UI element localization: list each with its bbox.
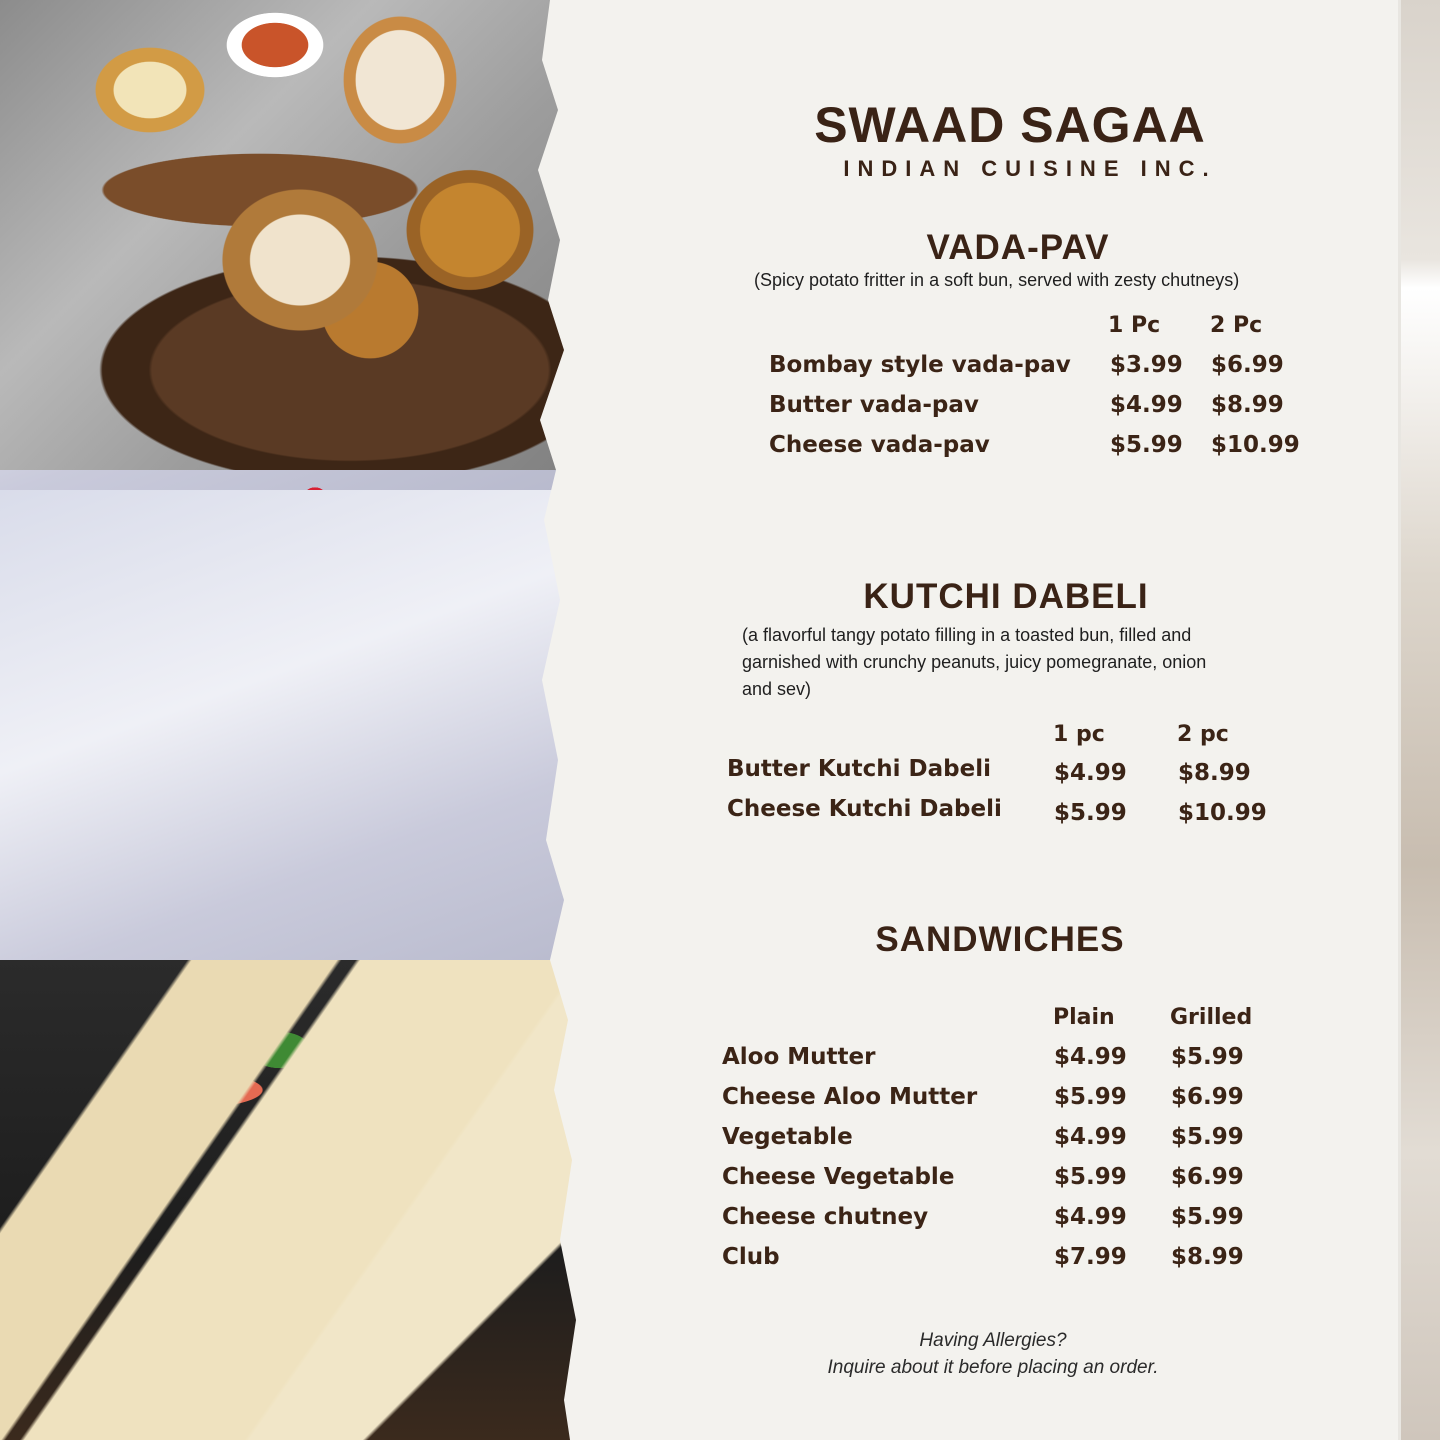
column-header-grilled: Grilled	[1170, 1005, 1253, 1030]
price-1pc: $4.99	[1054, 760, 1127, 786]
price-plain: $4.99	[1054, 1124, 1127, 1150]
column-header-2pc: 2 Pc	[1210, 313, 1263, 338]
item-name: Butter Kutchi Dabeli	[727, 756, 991, 782]
item-name: Vegetable	[722, 1124, 853, 1150]
price-grilled: $5.99	[1171, 1044, 1244, 1070]
price-grilled: $5.99	[1171, 1204, 1244, 1230]
price-grilled: $6.99	[1171, 1164, 1244, 1190]
item-name: Club	[722, 1244, 780, 1270]
right-edge-photo-strip	[1398, 0, 1440, 1440]
section-description-vada-pav: (Spicy potato fritter in a soft bun, served with zesty chutneys)	[754, 270, 1240, 290]
section-title-sandwiches: SANDWICHES	[875, 920, 1125, 959]
section-title-kutchi-dabeli: KUTCHI DABELI	[863, 577, 1149, 616]
price-plain: $7.99	[1054, 1244, 1127, 1270]
price-grilled: $5.99	[1171, 1124, 1244, 1150]
item-name: Cheese chutney	[722, 1204, 929, 1230]
price-1pc: $5.99	[1054, 800, 1127, 826]
price-plain: $4.99	[1054, 1204, 1127, 1230]
description-line: garnished with crunchy peanuts, juicy pomegranate, onion	[742, 652, 1207, 672]
allergy-note-line1: Having Allergies?	[919, 1330, 1067, 1351]
strip-divider	[1398, 0, 1401, 1440]
vada-pav-photo	[0, 0, 600, 470]
item-name: Cheese Kutchi Dabeli	[727, 796, 1002, 822]
column-header-2pc: 2 pc	[1177, 722, 1229, 747]
section-title-vada-pav: VADA-PAV	[926, 228, 1110, 267]
price-1pc: $4.99	[1110, 392, 1183, 418]
column-header-1pc: 1 Pc	[1108, 313, 1161, 338]
item-name: Cheese vada-pav	[769, 432, 990, 458]
item-name: Aloo Mutter	[722, 1044, 876, 1070]
photo-column	[0, 0, 600, 1440]
price-plain: $5.99	[1054, 1084, 1127, 1110]
price-2pc: $10.99	[1178, 800, 1267, 826]
price-plain: $5.99	[1054, 1164, 1127, 1190]
allergy-note	[760, 1327, 1226, 1381]
brand-subtitle: INDIAN CUISINE INC.	[843, 156, 1217, 181]
torn-paper-edge	[520, 0, 610, 1440]
price-2pc: $10.99	[1211, 432, 1300, 458]
column-header-1pc: 1 pc	[1053, 722, 1105, 747]
price-2pc: $8.99	[1178, 760, 1251, 786]
price-1pc: $3.99	[1110, 352, 1183, 378]
kutchi-dabeli-photo	[0, 470, 600, 960]
price-1pc: $5.99	[1110, 432, 1183, 458]
section-description-kutchi-dabeli	[742, 622, 1342, 703]
price-2pc: $8.99	[1211, 392, 1284, 418]
description-line: (a flavorful tangy potato filling in a toasted bun, filled and	[742, 625, 1192, 645]
price-grilled: $8.99	[1171, 1244, 1244, 1270]
description-line: and sev)	[742, 679, 812, 699]
price-plain: $4.99	[1054, 1044, 1127, 1070]
allergy-note-line2: Inquire about it before placing an order.	[827, 1357, 1159, 1378]
brand-title: SWAAD SAGAA	[814, 97, 1206, 153]
item-name: Cheese Vegetable	[722, 1164, 955, 1190]
price-2pc: $6.99	[1211, 352, 1284, 378]
sandwich-photo	[0, 960, 600, 1440]
item-name: Cheese Aloo Mutter	[722, 1084, 978, 1110]
item-name: Butter vada-pav	[769, 392, 979, 418]
price-grilled: $6.99	[1171, 1084, 1244, 1110]
column-header-plain: Plain	[1053, 1005, 1115, 1030]
item-name: Bombay style vada-pav	[769, 352, 1071, 378]
